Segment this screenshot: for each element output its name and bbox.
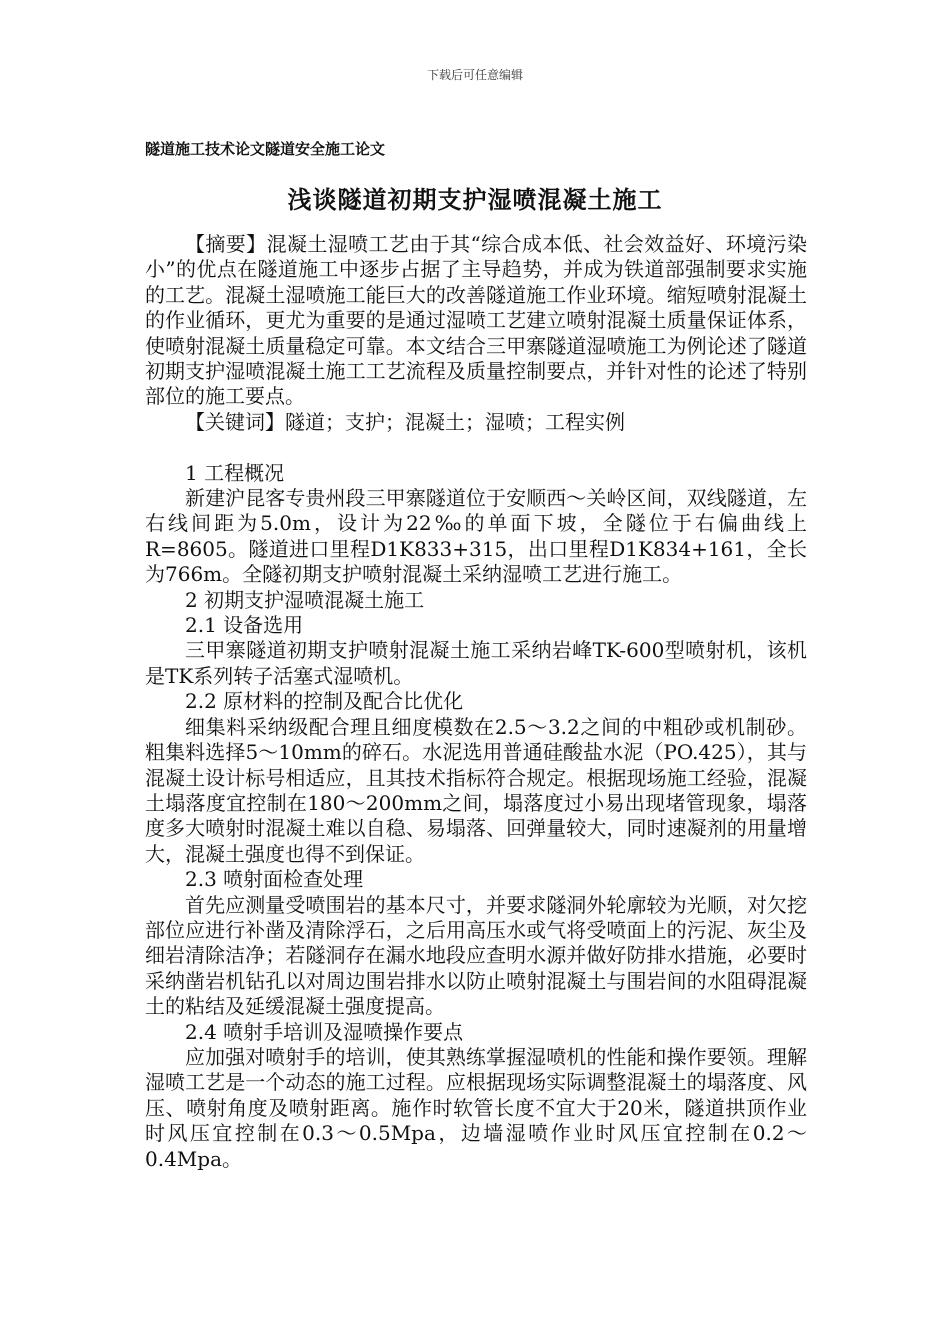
body-paragraph: 新建沪昆客专贵州段三甲寨隧道位于安顺西～关岭区间，双线隧道，左右线间距为5.0m，设计为22‰的单面下坡，全隧位于右偏曲线上R=8605。隧道进口里程D1K833+315，出口里程D1K834+161，全长为766m。全隧初期支护喷射混凝土采纳湿喷工艺进行施工。 (145, 486, 807, 587)
subsection-heading: 2.3 喷射面检查处理 (185, 867, 364, 892)
page-header-note: 下载后可任意编辑 (426, 68, 523, 82)
subsection-heading: 2.4 喷射手培训及湿喷操作要点 (185, 1019, 464, 1044)
subsection-heading: 2.1 设备选用 (185, 613, 304, 638)
subsection-heading: 2.2 原材料的控制及配合比优化 (185, 689, 464, 714)
section-heading: 1 工程概况 (185, 460, 285, 485)
body-paragraph: 应加强对喷射手的培训，使其熟练掌握湿喷机的性能和操作要领。理解湿喷工艺是一个动态的施工过程。应根据现场实际调整混凝土的塌落度、风压、喷射角度及喷射距离。施作时软管长度不宜大于20米，隧道拱顶作业时风压宜控制在0.3～0.5Mpa，边墙湿喷作业时风压宜控制在0.2～0.4Mpa。 (145, 1044, 807, 1171)
section-heading: 2 初期支护湿喷混凝土施工 (185, 587, 425, 612)
abstract-paragraph: 【摘要】混凝土湿喷工艺由于其“综合成本低、社会效益好、环境污染小”的优点在隧道施工中逐步占据了主导趋势，并成为铁道部强制要求实施的工艺。混凝土湿喷施工能巨大的改善隧道施工作业环境。缩短喷射混凝土的作业循环，更尤为重要的是通过湿喷工艺建立喷射混凝土质量保证体系，使喷射混凝土质量稳定可靠。本文结合三甲寨隧道湿喷施工为例论述了隧道初期支护湿喷混凝土施工工艺流程及质量控制要点，并针对性的论述了特别部位的施工要点。 (145, 232, 807, 409)
body-paragraph: 细集料采纳级配合理且细度模数在2.5～3.2之间的中粗砂或机制砂。粗集料选择5～10mm的碎石。水泥选用普通硅酸盐水泥（PO.425），其与混凝土设计标号相适应，且其技术指标符合规定。根据现场施工经验，混凝土塌落度宜控制在180～200mm之间，塌落度过小易出现堵管现象，塌落度多大喷射时混凝土难以自稳、易塌落、回弹量较大，同时速凝剂的用量增大，混凝土强度也得不到保证。 (145, 714, 807, 866)
keywords-paragraph: 【关键词】隧道；支护；混凝土；湿喷；工程实例 (185, 409, 625, 434)
article-body (145, 232, 807, 1172)
article-title: 浅谈隧道初期支护湿喷混凝土施工 (287, 185, 663, 214)
body-paragraph: 首先应测量受喷围岩的基本尺寸，并要求隧洞外轮廓较为光顺，对欠挖部位应进行补凿及清除浮石，之后用高压水或气将受喷面上的污泥、灰尘及细岩清除洁净；若隧洞存在漏水地段应查明水源并做好防排水措施，必要时采纳凿岩机钻孔以对周边围岩排水以防止喷射混凝土与围岩间的水阻碍混凝土的粘结及延缓混凝土强度提高。 (145, 892, 807, 1019)
category-line: 隧道施工技术论文隧道安全施工论文 (145, 140, 386, 158)
body-paragraph: 三甲寨隧道初期支护喷射混凝土施工采纳岩峰TK-600型喷射机，该机是TK系列转子活塞式湿喷机。 (145, 638, 807, 688)
